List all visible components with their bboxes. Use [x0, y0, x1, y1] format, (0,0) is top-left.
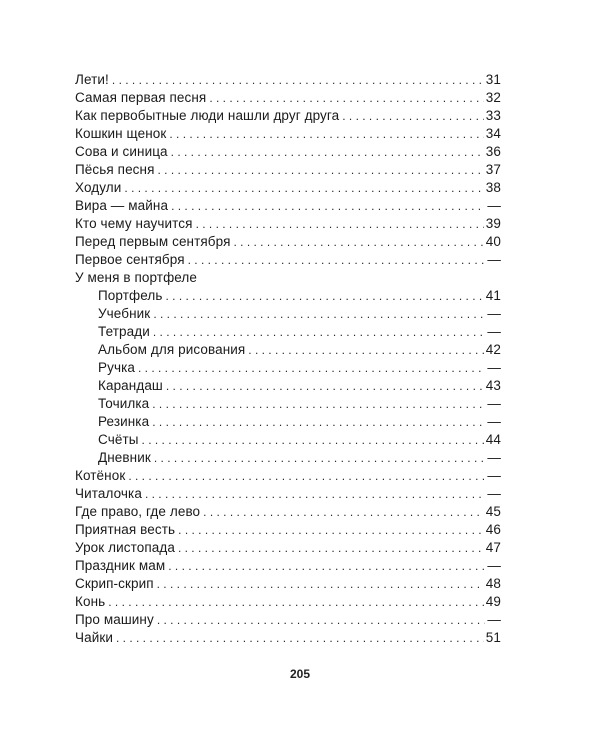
toc-entry	[75, 611, 501, 629]
toc-entry-title: Альбом для рисования	[98, 342, 246, 357]
toc-entry-page: —	[487, 198, 501, 213]
toc-entry-page: —	[487, 252, 501, 267]
toc-entry-page: 49	[485, 594, 501, 609]
toc-entry-title: Дневник	[98, 450, 151, 465]
toc-entry-page: —	[487, 486, 501, 501]
toc-entry-title: Первое сентября	[75, 252, 185, 267]
toc-entry-title: Лети!	[75, 72, 109, 87]
toc-entry	[75, 197, 501, 215]
dot-leader	[248, 341, 483, 359]
page-number: 205	[289, 667, 311, 681]
dot-leader	[178, 539, 484, 557]
toc-entry-title: Перед первым сентября	[75, 234, 231, 249]
toc-entry-title: Точилка	[98, 396, 150, 411]
dot-leader	[154, 449, 486, 467]
toc-entry-page: 32	[485, 90, 501, 105]
toc-entry	[75, 89, 501, 107]
dot-leader	[209, 89, 483, 107]
toc-entry-page: 40	[485, 234, 501, 249]
toc-entry	[75, 143, 501, 161]
toc-entry	[75, 521, 501, 539]
toc-entry-page: 31	[485, 72, 501, 87]
dot-leader	[157, 575, 484, 593]
toc-entry-page: 33	[485, 108, 501, 123]
dot-leader	[145, 485, 485, 503]
toc-entry	[75, 539, 501, 557]
toc-entry-page: —	[487, 396, 501, 411]
toc-entry	[75, 467, 501, 485]
toc-entry-title: Ручка	[98, 360, 135, 375]
dot-leader	[128, 467, 485, 485]
dot-leader	[178, 521, 484, 539]
dot-leader	[168, 557, 485, 575]
toc-entry-page: 36	[485, 144, 501, 159]
toc-entry-title: Котёнок	[75, 468, 126, 483]
dot-leader	[196, 215, 484, 233]
toc-entry-title: Сова и синица	[75, 144, 168, 159]
toc-entry	[75, 233, 501, 251]
toc-entry-title: У меня в портфеле	[75, 270, 198, 285]
toc-entry-page: 46	[485, 522, 501, 537]
toc-entry-title: Вира — майна	[75, 198, 169, 213]
dot-leader	[138, 359, 485, 377]
dot-leader	[153, 323, 486, 341]
toc-entry-page: 38	[485, 180, 501, 195]
dot-leader	[142, 431, 484, 449]
dot-leader	[116, 629, 484, 647]
dot-leader	[152, 413, 485, 431]
toc-subentry	[75, 395, 501, 413]
toc-entry-title: Резинка	[98, 414, 150, 429]
toc-entry	[75, 557, 501, 575]
toc-entry	[75, 629, 501, 647]
table-of-contents	[75, 71, 501, 647]
dot-leader	[171, 143, 484, 161]
toc-entry-title: Портфель	[98, 288, 163, 303]
toc-entry-page: —	[487, 306, 501, 321]
toc-entry-title: Пёсья песня	[75, 162, 155, 177]
toc-entry-page: 39	[485, 216, 501, 231]
toc-subentry	[75, 287, 501, 305]
toc-entry	[75, 593, 501, 611]
toc-entry-title: Учебник	[98, 306, 151, 321]
dot-leader	[153, 305, 485, 323]
toc-entry	[75, 575, 501, 593]
dot-leader	[169, 125, 483, 143]
toc-entry-page: 48	[485, 576, 501, 591]
toc-subentry	[75, 449, 501, 467]
toc-entry-title: Кто чему научится	[75, 216, 193, 231]
toc-entry-page: 47	[485, 540, 501, 555]
toc-entry-title: Ходули	[75, 180, 122, 195]
toc-entry	[75, 251, 501, 269]
toc-entry-title: Самая первая песня	[75, 90, 207, 105]
toc-entry-title: Карандаш	[98, 378, 163, 393]
toc-entry-title: Праздник мам	[75, 558, 166, 573]
toc-entry-title: Чайки	[75, 630, 113, 645]
toc-entry-title: Где право, где лево	[75, 504, 201, 519]
dot-leader	[124, 179, 483, 197]
toc-entry	[75, 125, 501, 143]
toc-entry-page: 51	[485, 630, 501, 645]
dot-leader	[166, 377, 484, 395]
dot-leader	[157, 611, 486, 629]
toc-entry-title: Урок листопада	[75, 540, 175, 555]
toc-subentry	[75, 305, 501, 323]
toc-entry-page: 41	[485, 288, 501, 303]
toc-entry	[75, 107, 501, 125]
dot-leader	[108, 593, 484, 611]
toc-entry	[75, 161, 501, 179]
dot-leader	[165, 287, 483, 305]
toc-entry-page: 37	[485, 162, 501, 177]
toc-subentry	[75, 413, 501, 431]
toc-entry-title: Кошкин щенок	[75, 126, 167, 141]
toc-subentry	[75, 359, 501, 377]
toc-entry-page: —	[487, 360, 501, 375]
toc-entry-title: Как первобытные люди нашли друг друга	[75, 108, 340, 123]
toc-entry-page: —	[487, 324, 501, 339]
toc-entry	[75, 215, 501, 233]
toc-entry-title: Счёты	[98, 432, 139, 447]
dot-leader	[158, 161, 484, 179]
toc-entry-title: Приятная весть	[75, 522, 176, 537]
toc-entry-title: Про машину	[75, 612, 154, 627]
toc-entry-title: Скрип-скрип	[75, 576, 154, 591]
toc-entry-page: —	[487, 450, 501, 465]
dot-leader	[188, 251, 486, 269]
dot-leader	[203, 503, 484, 521]
toc-entry	[75, 269, 501, 287]
toc-entry	[75, 71, 501, 89]
toc-subentry	[75, 431, 501, 449]
toc-entry-title: Читалочка	[75, 486, 142, 501]
toc-entry-page: 34	[485, 126, 501, 141]
dot-leader	[234, 233, 484, 251]
toc-entry	[75, 485, 501, 503]
toc-entry-page: —	[487, 468, 501, 483]
toc-entry-page: —	[487, 414, 501, 429]
toc-subentry	[75, 377, 501, 395]
toc-entry	[75, 179, 501, 197]
toc-entry-page: —	[487, 558, 501, 573]
toc-entry-page: —	[487, 612, 501, 627]
dot-leader	[171, 197, 485, 215]
toc-entry-title: Тетради	[98, 324, 150, 339]
toc-entry-page: 44	[485, 432, 501, 447]
dot-leader	[152, 395, 485, 413]
toc-entry-page: 43	[485, 378, 501, 393]
toc-entry	[75, 503, 501, 521]
toc-entry-page: 45	[485, 504, 501, 519]
toc-subentry	[75, 323, 501, 341]
dot-leader	[342, 107, 484, 125]
toc-entry-title: Конь	[75, 594, 106, 609]
toc-subentry	[75, 341, 501, 359]
dot-leader	[112, 71, 484, 89]
toc-entry-page: 42	[485, 342, 501, 357]
